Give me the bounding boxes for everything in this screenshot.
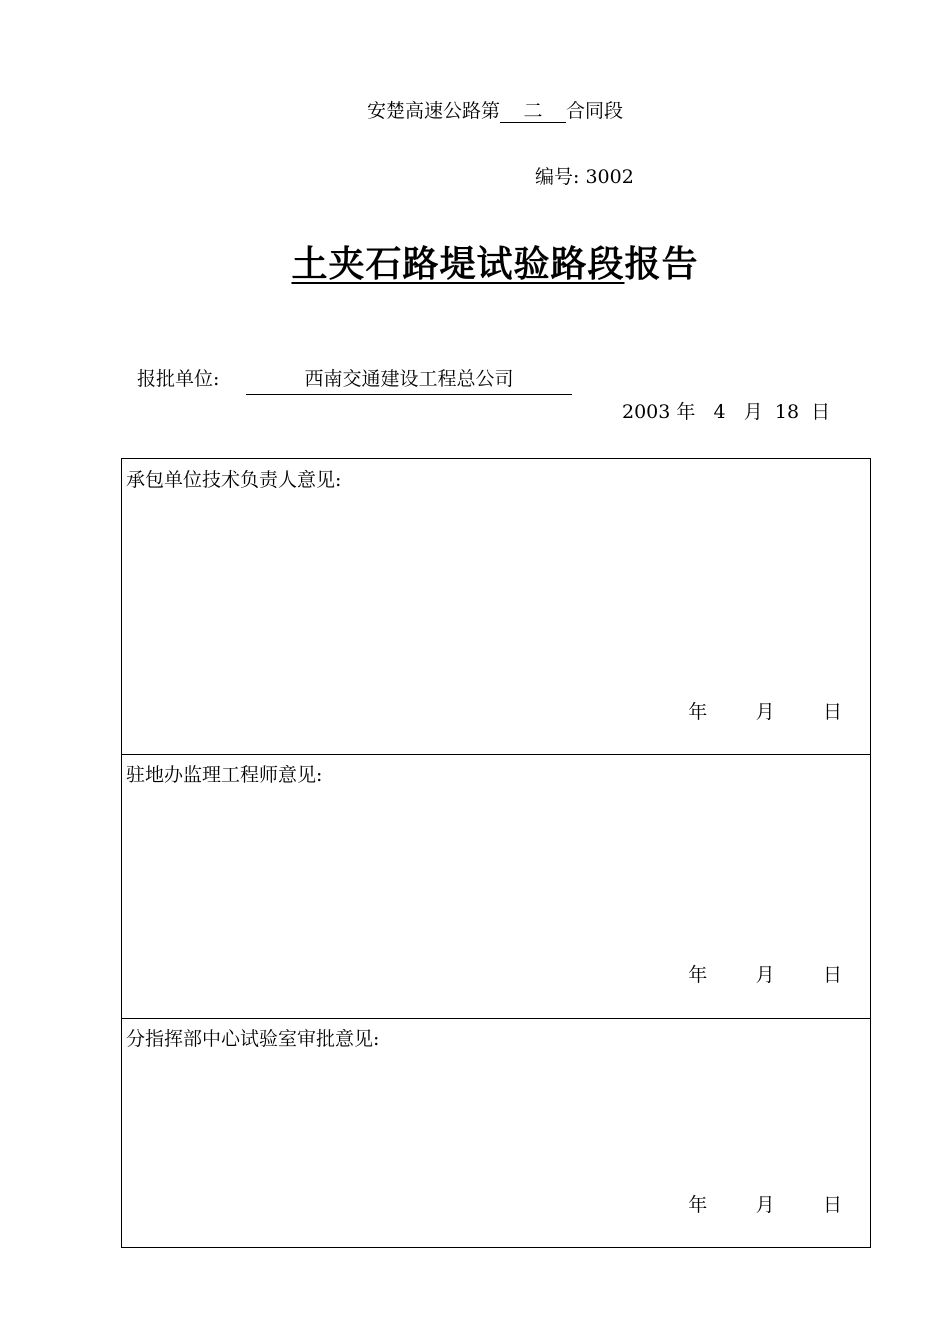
opinion-box-supervisor	[121, 754, 871, 1019]
opinion-label: 驻地办监理工程师意见:	[126, 764, 323, 786]
code-value: 3002	[585, 166, 634, 188]
page-title	[0, 236, 950, 287]
contract-section-header	[0, 96, 950, 123]
header-suffix: 合同段	[566, 100, 624, 122]
opinion-date	[688, 960, 842, 987]
date-day: 18	[774, 401, 800, 423]
date-year-unit: 年	[676, 401, 696, 423]
opinion-box-lab-approval	[121, 1018, 871, 1248]
opinion-day-unit: 日	[822, 701, 842, 723]
report-date	[622, 397, 830, 424]
opinion-year-unit: 年	[688, 964, 708, 986]
opinion-label: 分指挥部中心试验室审批意见:	[126, 1028, 380, 1050]
opinion-date	[688, 697, 842, 724]
opinion-date	[688, 1190, 842, 1217]
opinion-day-unit: 日	[822, 964, 842, 986]
opinion-year-unit: 年	[688, 1194, 708, 1216]
opinion-day-unit: 日	[822, 1194, 842, 1216]
title-rest: 报告	[624, 243, 699, 285]
section-number: 二	[500, 100, 566, 123]
header-prefix: 安楚高速公路第	[366, 100, 500, 122]
opinion-year-unit: 年	[688, 701, 708, 723]
submitter-value: 西南交通建设工程总公司	[246, 364, 572, 395]
opinion-label: 承包单位技术负责人意见:	[126, 469, 342, 491]
opinion-month-unit: 月	[755, 1194, 775, 1216]
submitter-label: 报批单位:	[137, 368, 220, 390]
opinion-month-unit: 月	[755, 964, 775, 986]
date-month: 4	[713, 401, 726, 423]
date-day-unit: 日	[811, 401, 831, 423]
date-month-unit: 月	[743, 401, 763, 423]
date-year: 2003	[622, 401, 671, 423]
opinion-month-unit: 月	[755, 701, 775, 723]
code-label: 编号:	[535, 166, 580, 188]
document-code	[535, 162, 634, 189]
title-underlined: 土夹石路堤试验路段	[291, 243, 625, 285]
opinion-box-contractor	[121, 458, 871, 755]
